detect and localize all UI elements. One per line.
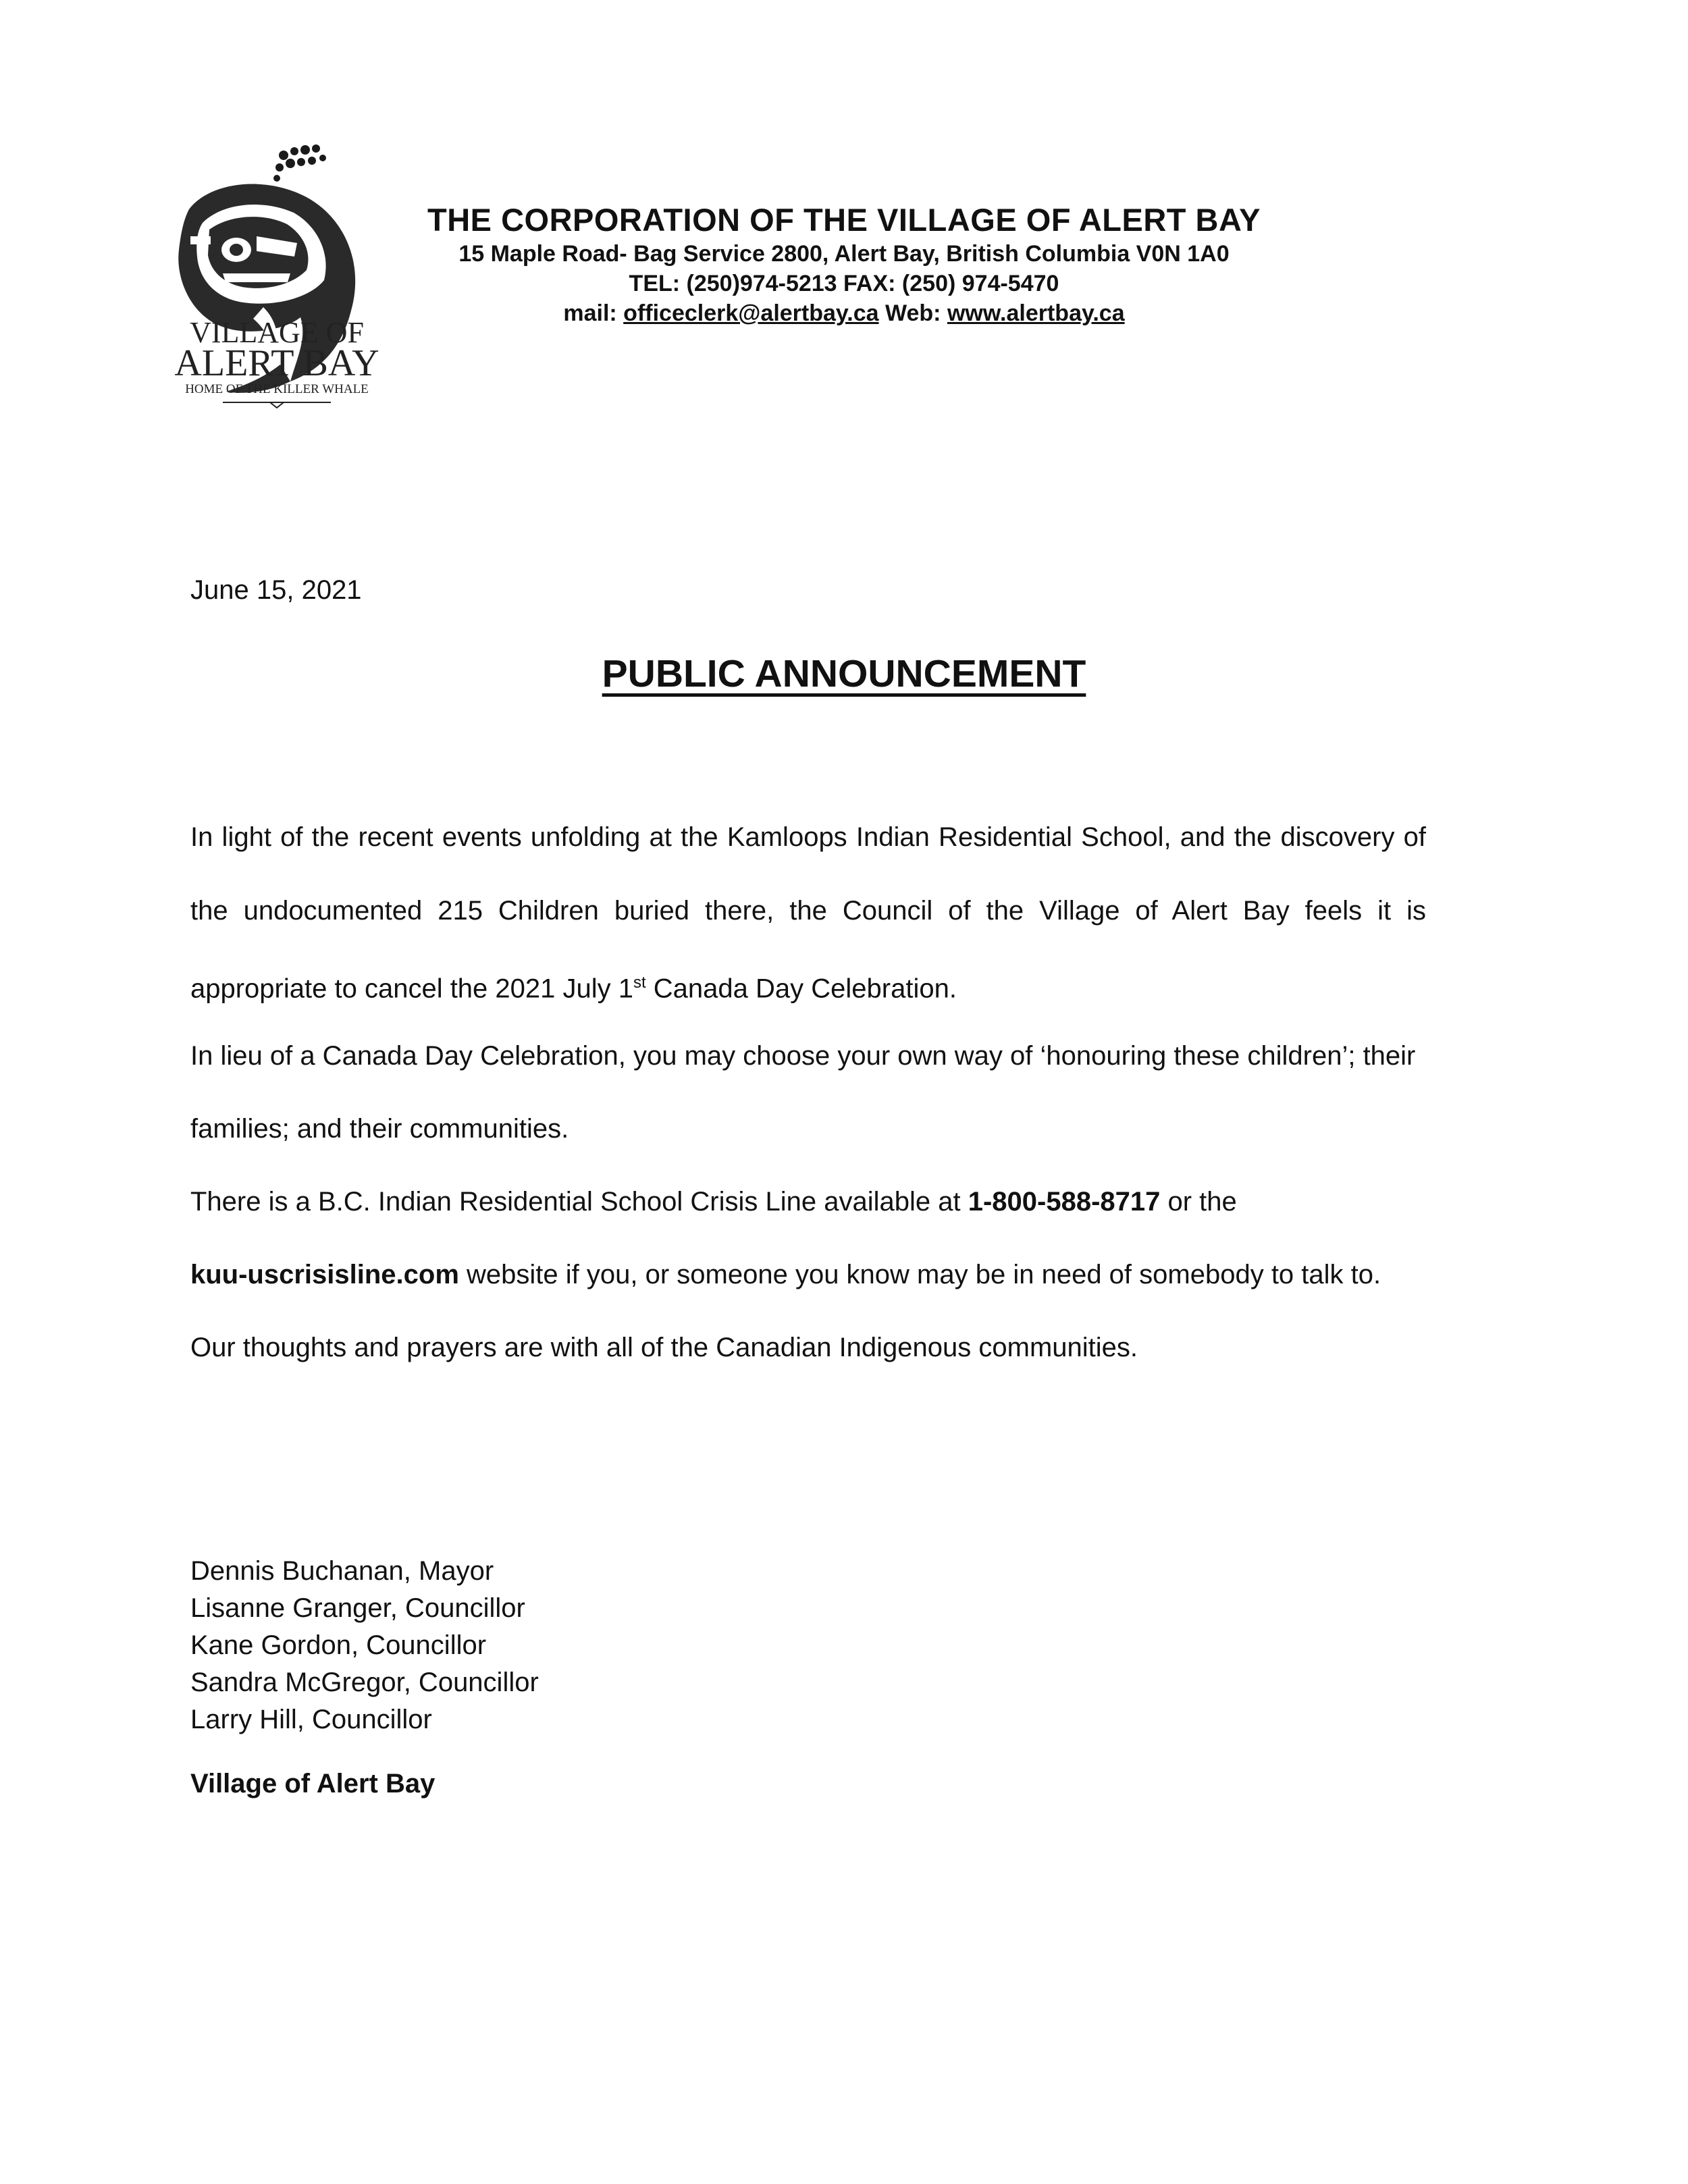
- signature-line: Dennis Buchanan, Mayor: [190, 1556, 494, 1586]
- letterhead: [405, 201, 1283, 328]
- organization-contact: [405, 298, 1283, 328]
- signature-line: Sandra McGregor, Councillor: [190, 1668, 539, 1697]
- body-line-6-a: There is a B.C. Indian Residential School Crisis Line available at: [190, 1187, 968, 1217]
- body-line-6-b: or the: [1160, 1187, 1237, 1217]
- village-logo: [162, 135, 392, 419]
- crisis-line-website: kuu-uscrisisline.com: [190, 1260, 459, 1289]
- body-line-5: families; and their communities.: [190, 1114, 569, 1144]
- body-line-6: [190, 1186, 1426, 1218]
- signature-block: [190, 1553, 539, 1738]
- body-line-3-a: appropriate to cancel the 2021 July 1: [190, 974, 633, 1004]
- ordinal-suffix: st: [633, 974, 646, 992]
- organization-address: 15 Maple Road- Bag Service 2800, Alert Bay, British Columbia V0N 1A0: [458, 241, 1230, 267]
- logo-tagline: HOME OF THE KILLER WHALE: [185, 382, 369, 396]
- mail-label: mail:: [563, 300, 617, 326]
- logo-underline-mark: [270, 402, 284, 408]
- signature-line: Kane Gordon, Councillor: [190, 1630, 487, 1660]
- crisis-line-phone: 1-800-588-8717: [968, 1187, 1161, 1217]
- organization-phones: TEL: (250)974-5213 FAX: (250) 974-5470: [629, 271, 1059, 296]
- body-line-4: In lieu of a Canada Day Celebration, you may choose your own way of ‘honouring these children’; their: [190, 1041, 1416, 1071]
- web-label: Web:: [885, 300, 941, 326]
- announcement-title-text: PUBLIC ANNOUNCEMENT: [602, 652, 1086, 695]
- body-line-7-b: website if you, or someone you know may be in need of somebody to talk to.: [458, 1260, 1381, 1289]
- body-line-3-b: Canada Day Celebration.: [645, 974, 957, 1004]
- website-link[interactable]: www.alertbay.ca: [947, 300, 1125, 326]
- body-line-2: the undocumented 215 Children buried there, the Council of the Village of Alert Bay feels it is: [190, 896, 1426, 926]
- logo-line2: ALERT BAY: [174, 342, 379, 384]
- organization-name: THE CORPORATION OF THE VILLAGE OF ALERT BAY: [427, 202, 1261, 238]
- signature-line: Larry Hill, Councillor: [190, 1705, 432, 1734]
- body-line-1: In light of the recent events unfolding at the Kamloops Indian Residential School, and the discovery of: [190, 822, 1426, 852]
- body-line-3: [190, 967, 1426, 1005]
- letter-date: June 15, 2021: [190, 575, 362, 605]
- email-link[interactable]: officeclerk@alertbay.ca: [623, 300, 879, 326]
- body-line-8: Our thoughts and prayers are with all of the Canadian Indigenous communities.: [190, 1333, 1138, 1362]
- logo-line1: VILLAGE OF: [190, 316, 364, 349]
- announcement-title: [0, 651, 1688, 696]
- signature-line: Lisanne Granger, Councillor: [190, 1593, 525, 1623]
- body-line-7: [190, 1258, 1426, 1291]
- closing-organization: Village of Alert Bay: [190, 1769, 436, 1799]
